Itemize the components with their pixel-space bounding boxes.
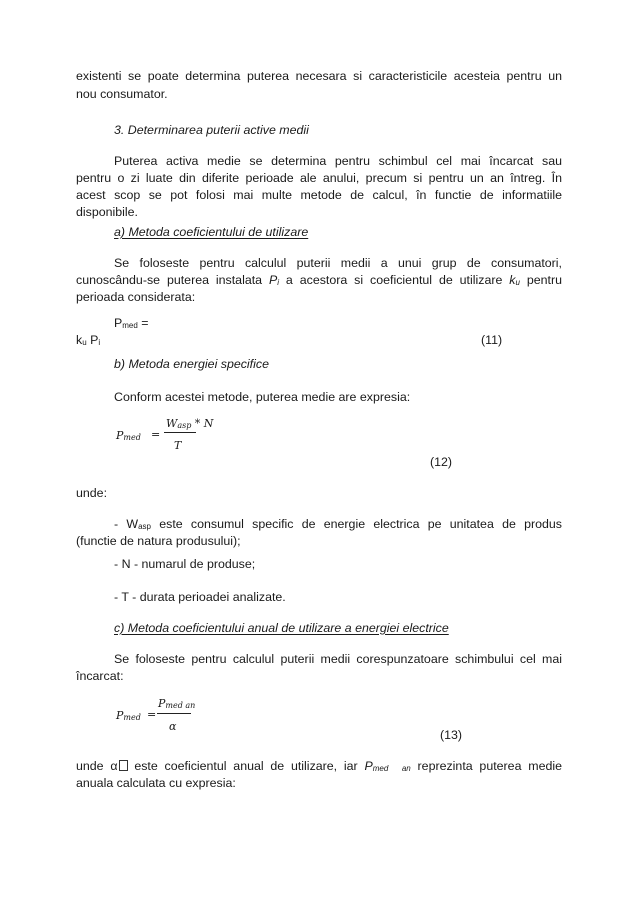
text-line: nou consumator. bbox=[76, 87, 168, 101]
text-line: disponibile. bbox=[76, 205, 138, 219]
method-heading: b) Metoda energiei specifice bbox=[114, 357, 269, 371]
definition-t: - T - durata perioadei analizate. bbox=[114, 590, 286, 604]
method-heading: a) Metoda coeficientului de utilizare bbox=[114, 225, 309, 239]
equation-number: (12) bbox=[430, 455, 453, 469]
method-heading: c) Metoda coeficientului anual de utilizare a energiei electrice bbox=[114, 621, 449, 635]
fraction-bar bbox=[157, 713, 191, 714]
text-line: acest scop se pot folosi mai multe metode de calcul, în functie de informatiile bbox=[76, 188, 562, 202]
text-line: existenti se poate determina puterea necesara si caracteristicile acesteia pentru un bbox=[76, 69, 562, 83]
text-line: cunoscându-se puterea instalata Pi a acestora si coeficientul de utilizare ku pentru bbox=[76, 273, 562, 287]
eq-lhs: Pmed bbox=[116, 429, 141, 442]
equation-11-rhs: ku Pi bbox=[76, 333, 101, 347]
text-line: unde α este coeficientul anual de utilizare, iar Pmed an reprezinta puterea medie bbox=[76, 759, 562, 773]
text-line: (functie de natura produsului); bbox=[76, 534, 241, 548]
definition-n: - N - numarul de produse; bbox=[114, 557, 256, 571]
text-line: unde: bbox=[76, 486, 108, 500]
eq-denominator: T bbox=[174, 439, 182, 452]
section-heading: 3. Determinarea puterii active medii bbox=[114, 123, 309, 137]
eq-numerator: Wasp * N bbox=[166, 417, 214, 430]
equation-number: (13) bbox=[440, 728, 463, 742]
text-line: încarcat: bbox=[76, 669, 124, 683]
text-line: perioada considerata: bbox=[76, 290, 196, 304]
text-line: pentru o zi luate din diferite perioade ale anului, precum si pentru un an întreg. În bbox=[76, 171, 562, 185]
eq-sign: = bbox=[147, 708, 157, 721]
equation-number: (11) bbox=[481, 333, 503, 347]
text-line: Se foloseste pentru calculul puterii medii a unui grup de consumatori, bbox=[114, 256, 562, 270]
text-line: Se foloseste pentru calculul puterii medii corespunzatoare schimbului cel mai bbox=[114, 652, 562, 666]
eq-sign: = bbox=[151, 428, 161, 441]
text-line: anuala calculata cu expresia: bbox=[76, 776, 236, 790]
text-line: Conform acestei metode, puterea medie are expresia: bbox=[114, 390, 411, 404]
definition-wasp: - Wasp este consumul specific de energie electrica pe unitatea de produs bbox=[114, 517, 562, 531]
fraction-bar bbox=[164, 432, 196, 433]
eq-denominator: α bbox=[169, 720, 177, 733]
missing-glyph-box bbox=[119, 760, 128, 771]
equation-11-lhs: Pmed = bbox=[114, 316, 149, 330]
eq-numerator: Pmed an bbox=[158, 697, 196, 710]
text-line: Puterea activa medie se determina pentru schimbul cel mai încarcat sau bbox=[114, 154, 562, 168]
eq-lhs: Pmed bbox=[116, 709, 141, 722]
